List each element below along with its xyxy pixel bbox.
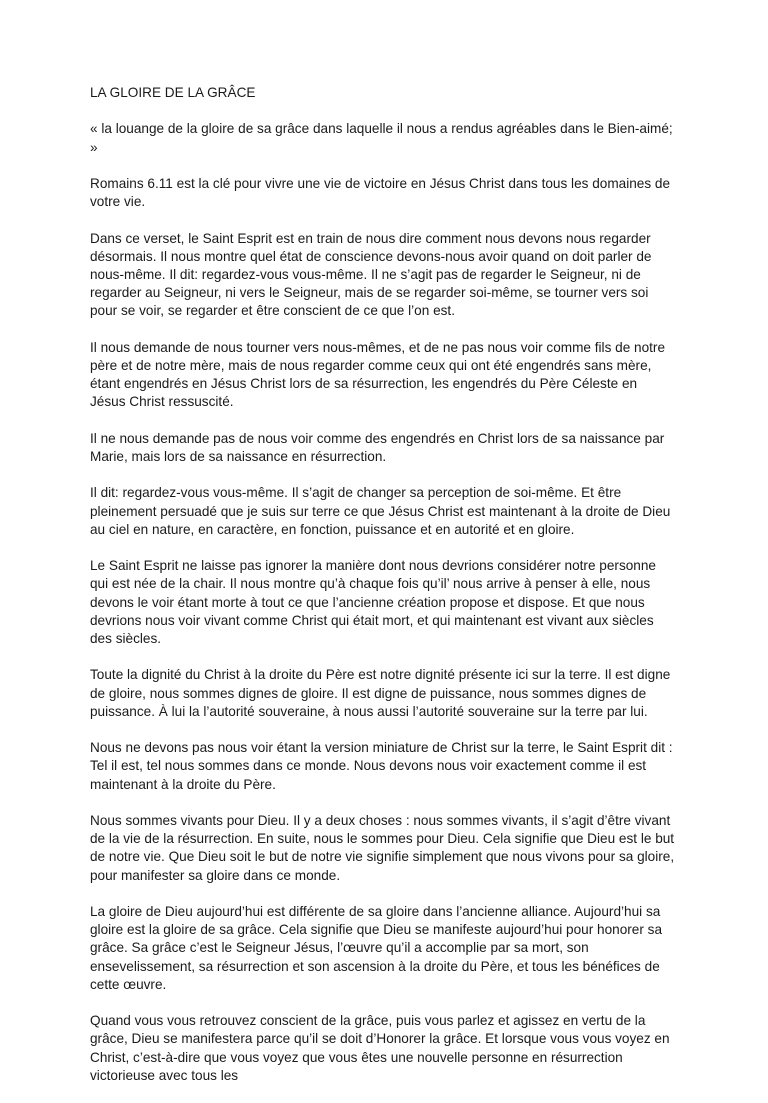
paragraph: Quand vous vous retrouvez conscient de la grâce, puis vous parlez et agissez en vertu de la grâce, Dieu se manifestera parce qu’il se doit d’Honorer la grâce. Et lorsque vous vous voyez en Christ, c’est-à-dire que vous voyez que vous êtes une nouvelle personne en résurrection victorieuse avec tous les: [90, 1013, 670, 1083]
paragraph: La gloire de Dieu aujourd’hui est différente de sa gloire dans l’ancienne alliance. Aujourd’hui sa gloire est la gloire de sa grâce. Cela signifie que Dieu se manifeste aujourd’hui pour honorer sa grâce. Sa grâce c’est le Seigneur Jésus, l’œuvre qu’il a accomplie par sa mort, son ensevelissement, sa résurrection et son ascension à la droite du Père, et tous les bénéfices de cette œuvre.: [90, 903, 663, 992]
paragraph: Il nous demande de nous tourner vers nous-mêmes, et de ne pas nous voir comme fils de notre père et de notre mère, mais de nous regarder comme ceux qui ont été engendrés sans mère, étant engendrés en Jésus Christ lors de sa résurrection, les engendrés du Père Céleste en Jésus Christ ressuscité.: [90, 339, 666, 410]
paragraph: Romains 6.11 est la clé pour vivre une vie de victoire en Jésus Christ dans tous les domaines de votre vie.: [90, 175, 671, 210]
paragraph: Le Saint Esprit ne laisse pas ignorer la manière dont nous devrions considérer notre personne qui est née de la chair. Il nous montre qu’à chaque fois qu’il’ nous arrive à penser à elle, nous devons le voir étant morte à tout ce que l’ancienne création propose et dispose. Et que nous devrions nous voir vivant comme Christ qui était mort, et qui maintenant est vivant aux siècles des siècles.: [90, 558, 656, 646]
paragraph: Nous ne devons pas nous voir étant la version miniature de Christ sur la terre, le Saint Esprit dit : Tel il est, tel nous sommes dans ce monde. Nous devons nous voir exactement comme il est maintenant à la droite du Père.: [90, 740, 673, 792]
paragraph: Il dit: regardez-vous vous-même. Il s’agit de changer sa perception de soi-même. Et être pleinement persuadé que je suis sur terre ce que Jésus Christ est maintenant à la droite de Dieu au ciel en nature, en caractère, en fonction, puissance et en autorité et en gloire.: [90, 485, 671, 537]
paragraph: Toute la dignité du Christ à la droite du Père est notre dignité présente ici sur la terre. Il est digne de gloire, nous sommes dignes de gloire. Il est digne de puissance, nous sommes dignes de puissance. À lui la l’autorité souveraine, à nous aussi l’autorité souveraine sur la terre par lui.: [90, 667, 671, 719]
quote-paragraph: « la louange de la gloire de sa grâce dans laquelle il nous a rendus agréables dans le Bien-aimé; »: [90, 121, 673, 155]
document-title: LA GLOIRE DE LA GRÂCE: [90, 85, 256, 100]
document-page: [90, 84, 675, 1103]
paragraph: Nous sommes vivants pour Dieu. Il y a deux choses : nous sommes vivants, il s’agit d’être vivant de la vie de la résurrection. En suite, nous le sommes pour Dieu. Cela signifie que Dieu est le but de notre vie. Que Dieu soit le but de notre vie signifie simplement que nous vivons pour sa gloire, pour manifester sa gloire dans ce monde.: [90, 812, 675, 883]
paragraph: Il ne nous demande pas de nous voir comme des engendrés en Christ lors de sa naissance par Marie, mais lors de sa naissance en résurrection.: [90, 430, 665, 464]
paragraph: Dans ce verset, le Saint Esprit est en train de nous dire comment nous devons nous regarder désormais. Il nous montre quel état de conscience devons-nous avoir quand on doit parler de nous-même. Il dit: regardez-vous vous-même. Il ne s’agit pas de regarder le Seigneur, ni de regarder au Seigneur, ni vers le Seigneur, mais de se regarder soi-même, se tourner vers soi pour se voir, se regarder et être conscient de ce que l’on est.: [90, 230, 652, 319]
